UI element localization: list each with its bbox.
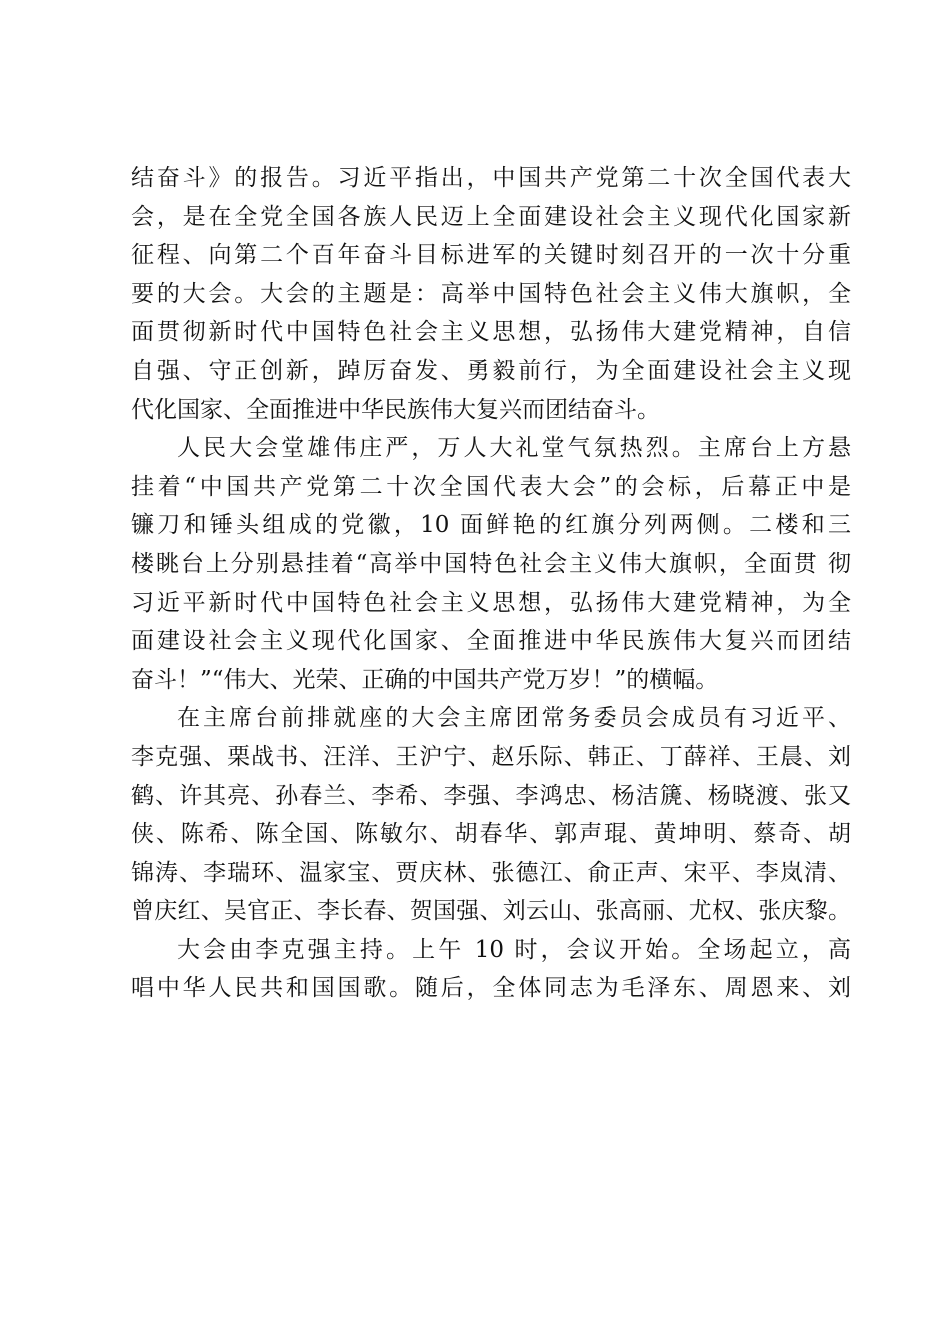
text-line: 奋斗！”“伟大、光荣、正确的中国共产党万岁！”的横幅。	[131, 666, 719, 693]
text-line: 鹤、许其亮、孙春兰、李希、李强、李鸿忠、杨洁篪、杨晓渡、张又	[131, 782, 851, 809]
text-line: 习近平新时代中国特色社会主义思想，弘扬伟大建党精神，为全	[131, 589, 851, 616]
text-line: 大会由李克强主持。上午 10 时，会议开始。全场起立，高	[177, 936, 851, 963]
text-line: 唱中华人民共和国国歌。随后，全体同志为毛泽东、周恩来、刘	[131, 975, 851, 1002]
text-line: 挂着“中国共产党第二十次全国代表大会”的会标，后幕正中是	[131, 473, 851, 500]
text-line: 人民大会堂雄伟庄严，万人大礼堂气氛热烈。主席台上方悬	[177, 435, 851, 462]
body-text	[131, 159, 851, 1008]
text-line: 代化国家、全面推进中华民族伟大复兴而团结奋斗。	[131, 396, 660, 423]
text-line: 面建设社会主义现代化国家、全面推进中华民族伟大复兴而团结	[131, 628, 851, 655]
text-line: 会，是在全党全国各族人民迈上全面建设社会主义现代化国家新	[131, 203, 851, 230]
text-line: 曾庆红、吴官正、李长春、贺国强、刘云山、张高丽、尤权、张庆黎。	[131, 898, 851, 925]
text-line: 要的大会。大会的主题是：高举中国特色社会主义伟大旗帜，全	[131, 280, 851, 307]
text-line: 征程、向第二个百年奋斗目标进军的关键时刻召开的一次十分重	[131, 242, 851, 269]
text-line: 侠、陈希、陈全国、陈敏尔、胡春华、郭声琨、黄坤明、蔡奇、胡	[131, 821, 851, 848]
text-line: 楼眺台上分别悬挂着“高举中国特色社会主义伟大旗帜，全面贯 彻	[131, 550, 851, 577]
text-line: 锦涛、李瑞环、温家宝、贾庆林、张德江、俞正声、宋平、李岚清、	[131, 859, 851, 886]
text-line: 在主席台前排就座的大会主席团常务委员会成员有习近平、	[177, 705, 851, 732]
text-line: 李克强、栗战书、汪洋、王沪宁、赵乐际、韩正、丁薛祥、王晨、刘	[131, 743, 851, 770]
text-line: 镰刀和锤头组成的党徽，10 面鲜艳的红旗分列两侧。二楼和三	[131, 512, 851, 539]
text-line: 结奋斗》的报告。习近平指出，中国共产党第二十次全国代表大	[131, 165, 851, 191]
text-line: 自强、守正创新，踔厉奋发、勇毅前行，为全面建设社会主义现	[131, 357, 851, 384]
text-line: 面贯彻新时代中国特色社会主义思想，弘扬伟大建党精神，自信	[131, 319, 851, 346]
